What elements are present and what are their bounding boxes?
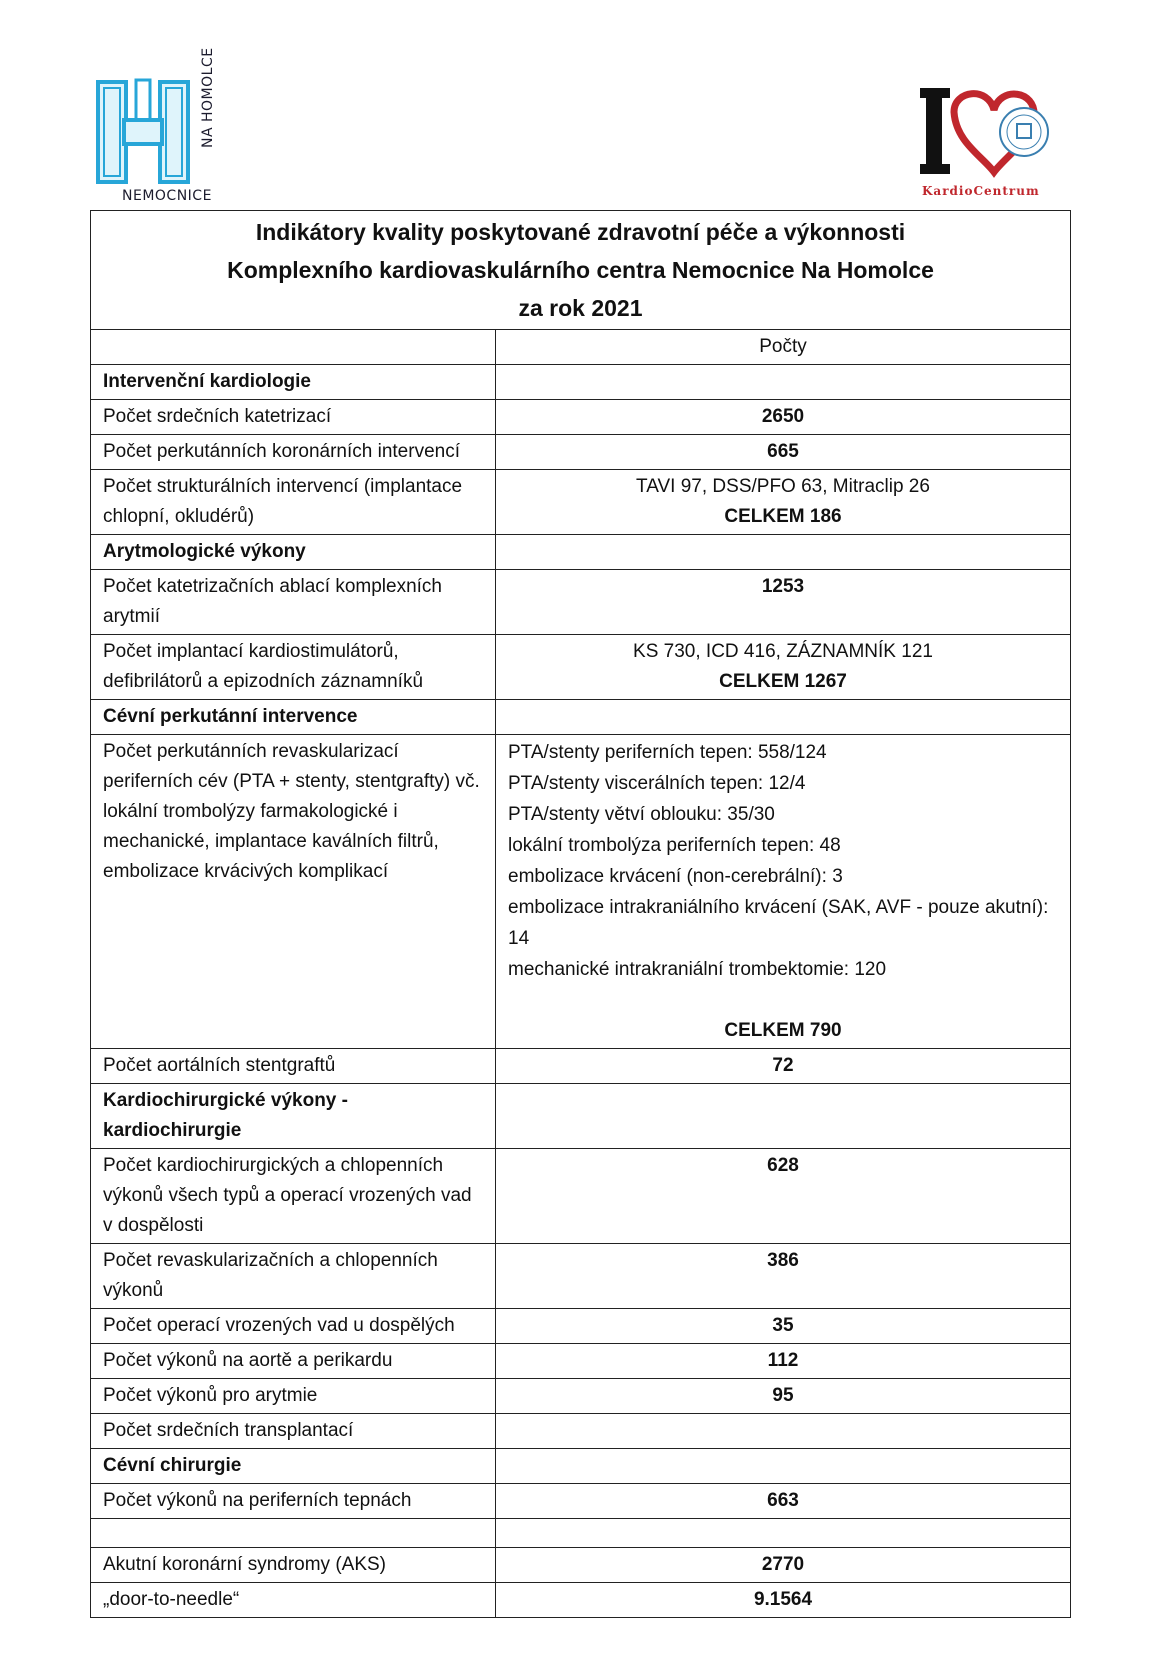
- row-value: 35: [496, 1309, 1071, 1344]
- detail-list-item: embolizace krvácení (non-cerebrální): 3: [508, 866, 843, 887]
- row-label: Počet výkonů na aortě a perikardu: [91, 1344, 496, 1379]
- section-row: [91, 365, 1071, 400]
- table-row: [91, 1484, 1071, 1519]
- row-value-cell: [496, 735, 1071, 1049]
- row-value: 9.1564: [496, 1583, 1071, 1618]
- title-line-1: Indikátory kvality poskytované zdravotní péče a výkonnosti: [255, 219, 906, 245]
- row-total: CELKEM 790: [724, 1020, 842, 1041]
- detail-list-item: PTA/stenty periferních tepen: 558/124: [508, 742, 827, 763]
- title-line-3: za rok 2021: [518, 295, 643, 321]
- detail-list-item: PTA/stenty viscerálních tepen: 12/4: [508, 773, 806, 794]
- row-value: 72: [496, 1049, 1071, 1084]
- kardiocentrum-logo: [918, 82, 1068, 202]
- header-row: [91, 330, 1071, 365]
- section-row: [91, 700, 1071, 735]
- detail-list-item: lokální trombolýza periferních tepen: 48: [508, 835, 841, 856]
- table-row: [91, 1309, 1071, 1344]
- row-label: [91, 1519, 496, 1548]
- header-col-counts: Počty: [496, 330, 1071, 365]
- table-row: [91, 1049, 1071, 1084]
- section-row: [91, 1084, 1071, 1149]
- section-row: [91, 1449, 1071, 1484]
- row-value: 2770: [496, 1548, 1071, 1583]
- row-value: 112: [496, 1344, 1071, 1379]
- row-value: 628: [496, 1149, 1071, 1244]
- row-value-cell: [496, 470, 1071, 535]
- section-label: Cévní chirurgie: [91, 1449, 496, 1484]
- row-value: 1253: [496, 570, 1071, 635]
- row-value: 665: [496, 435, 1071, 470]
- row-label: Počet katetrizačních ablací komplexních arytmií: [91, 570, 496, 635]
- table-row: [91, 1244, 1071, 1309]
- table-row: [91, 470, 1071, 535]
- table-row: [91, 735, 1071, 1049]
- table-row: [91, 1379, 1071, 1414]
- row-value: [496, 1414, 1071, 1449]
- table-row: [91, 435, 1071, 470]
- row-label: Počet operací vrozených vad u dospělých: [91, 1309, 496, 1344]
- empty-row: [91, 1519, 1071, 1548]
- section-label: Kardiochirurgické výkony - kardiochirurgie: [91, 1084, 496, 1149]
- row-value: [496, 1084, 1071, 1149]
- table-row: [91, 1344, 1071, 1379]
- logo-text-horizontal: NEMOCNICE: [122, 188, 212, 204]
- table-row: [91, 1583, 1071, 1618]
- table-row: [91, 1149, 1071, 1244]
- row-label: Počet kardiochirurgických a chlopenních výkonů všech typů a operací vrozených vad v dospělosti: [91, 1149, 496, 1244]
- row-label: Akutní koronární syndromy (AKS): [91, 1548, 496, 1583]
- row-value: [496, 535, 1071, 570]
- row-label: Počet implantací kardiostimulátorů, defibrilátorů a epizodních záznamníků: [91, 635, 496, 700]
- row-label: Počet perkutánních revaskularizací periferních cév (PTA + stenty, stentgrafty) vč. lokální trombolýzy farmakologické i mechanické, implantace kaválních filtrů, embolizace krvácivých komplikací: [91, 735, 496, 1049]
- table-row: [91, 1414, 1071, 1449]
- row-value: [496, 700, 1071, 735]
- row-value: [496, 1449, 1071, 1484]
- row-label: „door-to-needle“: [91, 1583, 496, 1618]
- row-label: Počet perkutánních koronárních intervencí: [91, 435, 496, 470]
- title-row: [91, 211, 1071, 330]
- row-label: Počet strukturálních intervencí (implantace chlopní, okludérů): [91, 470, 496, 535]
- nemocnice-na-homolce-logo: [96, 47, 226, 206]
- quality-indicators-table: [90, 210, 1071, 1618]
- detail-list-item: mechanické intrakraniální trombektomie: 120: [508, 959, 887, 980]
- row-label: Počet srdečních transplantací: [91, 1414, 496, 1449]
- row-label: Počet srdečních katetrizací: [91, 400, 496, 435]
- row-value: 386: [496, 1244, 1071, 1309]
- detail-list-item: embolizace intrakraniálního krvácení (SAK, AVF - pouze akutní): 14: [508, 897, 1049, 949]
- row-value: 2650: [496, 400, 1071, 435]
- row-label: Počet výkonů pro arytmie: [91, 1379, 496, 1414]
- row-label: Počet výkonů na periferních tepnách: [91, 1484, 496, 1519]
- section-label: Arytmologické výkony: [91, 535, 496, 570]
- document-title: [91, 211, 1071, 330]
- row-total: CELKEM 1267: [719, 671, 847, 692]
- table-row: [91, 1548, 1071, 1583]
- row-detail: KS 730, ICD 416, ZÁZNAMNÍK 121: [633, 641, 933, 662]
- logo-text-vertical: NA HOMOLCE: [200, 47, 216, 148]
- row-label: Počet aortálních stentgraftů: [91, 1049, 496, 1084]
- table-row: [91, 635, 1071, 700]
- row-label: Počet revaskularizačních a chlopenních výkonů: [91, 1244, 496, 1309]
- hospital-h-icon: [96, 78, 192, 188]
- section-label: Cévní perkutánní intervence: [91, 700, 496, 735]
- heart-emblem-icon: [918, 82, 1068, 182]
- title-line-2: Komplexního kardiovaskulárního centra Nemocnice Na Homolce: [227, 257, 934, 283]
- row-total: CELKEM 186: [724, 506, 842, 527]
- row-value: 663: [496, 1484, 1071, 1519]
- row-value: [496, 365, 1071, 400]
- table-row: [91, 570, 1071, 635]
- section-row: [91, 535, 1071, 570]
- kardiocentrum-text: KardioCentrum: [922, 184, 1040, 198]
- row-value-cell: [496, 635, 1071, 700]
- row-value: 95: [496, 1379, 1071, 1414]
- row-value: [496, 1519, 1071, 1548]
- table-row: [91, 400, 1071, 435]
- row-detail: TAVI 97, DSS/PFO 63, Mitraclip 26: [636, 476, 930, 497]
- header-col-label: [91, 330, 496, 365]
- section-label: Intervenční kardiologie: [91, 365, 496, 400]
- detail-list-item: PTA/stenty větví oblouku: 35/30: [508, 804, 775, 825]
